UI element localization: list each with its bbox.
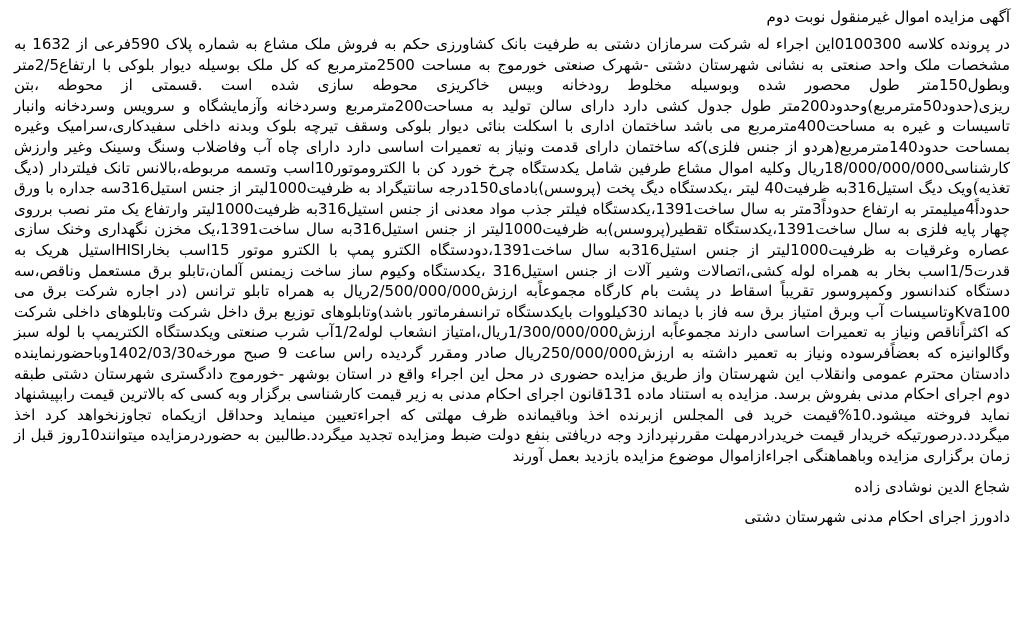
- notice-body: در پرونده کلاسه 0100300این اجراء له شرکت سرمازان دشتی به طرفیت بانک کشاورزی حکم به فروش ملک مشاع به شماره پلاک 590فرعی از 1632 به مشخصات ملک واحد صنعتی به نشانی شهرستان دشتی -شهرک صنعتی خورموج به مساحت 2500مترمربع که کل ملک بوسیله دیوار بلوکی با ارتفاع2/5متر وبطول150متر طول محصور شده وبوسیله مخلوط رودخانه وبیس خاکریزی محوطه سازی شده است .قسمتی از محوطه ،بتن ریزی(حدود50مترمربع)وحدود200متر طول جدول کشی دارد دارای سالن تولید به مساحت200مترمربع وسردخانه وآزمایشگاه و سرویس وسردخانه وانبار تاسیسات و غیره به مساحت400مترمربع می باشد ساختمان اداری با اسکلت بنائی دیوار بلوکی وسقف تیرچه بلوک وبدنه داخلی سفیدکاری،سرامیک وغیره بمساحت حدود140مترمربع(هردو از جنس فلزی)که ساختمان دارای قدمت ونیاز به تعمیرات اساسی دارد دارای چاه آب وفاضلاب وسنگ وسینک وغیر وارزش کارشناسی18/000/000/000ریال وکلیه اموال مشاع طرفین شامل یکدستگاه چرخ خورد کن با الکتروموتور10اسب وتسمه مربوطه،بالانس تانک فیلتردار (دیگ تغذیه)ویک دیگ استیل316به ظرفیت40 لیتر ،یکدستگاه دیگ پخت (پروسس)بادمای150درجه سانتیگراد به ظرفیت1000لیتر از جنس استیل316سه جداره با ورق حدوداً4میلیمتر به ارتفاع حدوداً3متر به سال ساخت1391،یکدستگاه فیلتر جذب مواد معدنی از جنس استیل316به ظرفیت1000لیتر وارتفاع یک متر نصب برروی چهار پایه فلزی به سال ساخت1391،یکدستگاه تقطیر(پروسس)به ظرفیت1000لیتر از جنس استیل316به سال ساخت1391،یک مخزن نگهداری وخنک سازی عصاره وغرقیات به ظرفیت1000لیتر از جنس استیل316به سال ساخت1391،دودستگاه الکترو پمپ با الکترو موتور 15اسب بخارHISIاستیل هریک به قدرت1/5اسب بخار به همراه لوله کشی،اتصالات وشیر آلات از جنس استیل316 ،یکدستگاه وکیوم ساز ساخت زیمنس آلمان،تابلو برق مستعمل وناقص،سه دستگاه کندانسور وکمپروسور تقریباً اسقاط در پشت بام کارگاه مجموعاًبه ارزش2/500/000/000ریال به همراه تابلو ترانس (در اجاره شرکت برق می Kva100وتاسیسات آب وبرق امتیاز برق سه فاز با دیماند 30کیلووات بایکدستگاه ترانسفرماتور باشد)وتابلوهای توزیع برق داخل شرکت وتابلوهای داخلی شرکت که اکثراًناقص ونیاز به تعمیرات اساسی دارند مجموعاًبه ارزش1/300/000/000ریال،امتیاز انشعاب لوله1/2آب شرب صنعتی ویکدستگاه الکتریمپ با لوله سبز وگالوانیزه که بعضاًفرسوده ونیاز به تعمیر داشته به ارزش250/000/000ریال صادر ومقرر گردیده راس ساعت 9 صبح مورخه1402/03/30وباحضورنماینده دادستان محترم عمومی وانقلاب این شهرستان واز طریق مزایده حضوری در محل این اجراء واقع در استان بوشهر -خورموج دادگستری شهرستان دشتی طبقه دوم اجرای احکام مدنی بفروش برسد. مزایده به استناد ماده 131قانون اجرای احکام مدنی به زیر قیمت کارشناسی برگزار وبه کسی که بالاترین قیمت رابپیشنهاد نماید فروخته میشود.10%قیمت خرید فی المجلس ازبرنده اخذ وباقیمانده ظرف مهلتی که اجراءتعیین مینماید وحداقل ازیکماه تجاوزنخواهد کرد اخذ میگردد.درصورتیکه خریدار قیمت خریدرادرمهلت مقررنپردازد وجه دریافتی بنفع دولت ضبط ومزایده تجدید میگردد.طالبین به حضوردرمزایده میتوانند10روز قبل از زمان برگزاری مزایده وباهماهنگی اجراءازاموال موضوع مزایده بازدید بعمل آورند: [14, 35, 1011, 465]
- signatory-name: شجاع الدین نوشادی زاده: [854, 478, 1010, 497]
- signatory-office: دادورز اجرای احکام مدنی شهرستان دشتی: [744, 508, 1010, 527]
- notice-title: آگهی مزایده اموال غیرمنقول نوبت دوم: [766, 8, 1010, 26]
